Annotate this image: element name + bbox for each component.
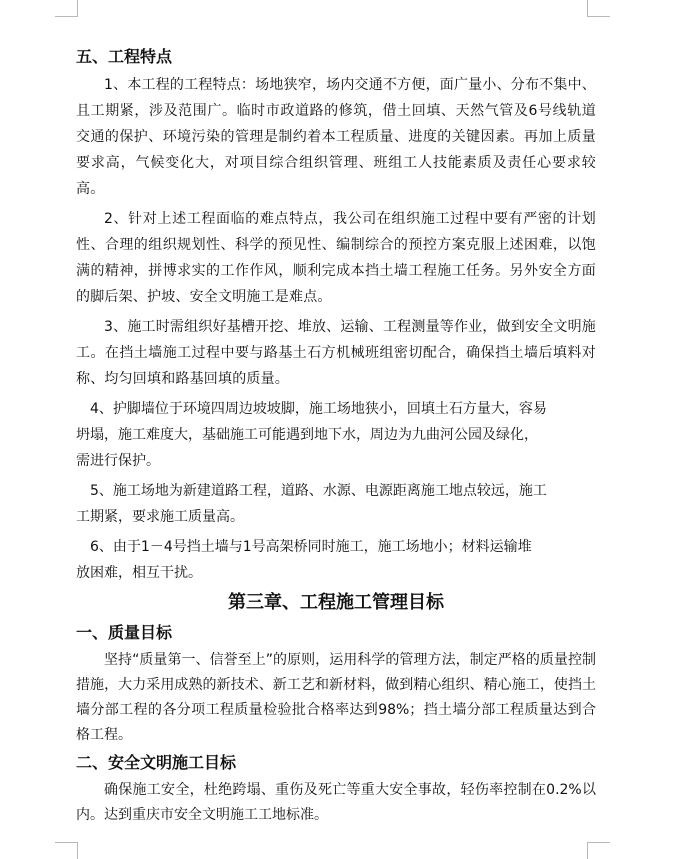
paragraph-line: 需进行保护。 bbox=[76, 453, 160, 469]
paragraph-line: 4、护脚墙位于环境四周边坡坡脚，施工场地狭小，回填土石方量大，容易 bbox=[90, 401, 547, 417]
paragraph-line: 放困难，相互干扰。 bbox=[76, 565, 202, 581]
section-heading-project-features: 五、工程特点 bbox=[76, 47, 173, 66]
paragraph-feature-5 bbox=[76, 478, 596, 530]
page-corner-mark-top-right bbox=[587, 0, 610, 17]
page-corner-mark-bottom-left bbox=[55, 842, 78, 859]
page-corner-mark-bottom-right bbox=[587, 842, 610, 859]
page-corner-mark-top-left bbox=[55, 0, 78, 17]
paragraph-line: 坍塌，施工难度大，基础施工可能遇到地下水，周边为九曲河公园及绿化， bbox=[76, 427, 538, 443]
paragraph-quality-target: 坚持“质量第一、信誉至上”的原则，运用科学的管理方法，制定严格的质量控制措施，大力采用成熟的新技术、新工艺和新材料，做到精心组织、精心施工，使挡土墙分部工程的各分项工程质量检验批合格率达到98%；挡土墙分部工程质量达到合格工程。 bbox=[76, 652, 596, 743]
section-heading-quality-target: 一、质量目标 bbox=[76, 623, 173, 642]
paragraph-safety-target: 确保施工安全，杜绝跨塌、重伤及死亡等重大安全事故，轻伤率控制在0.2%以内。达到重庆市安全文明施工工地标准。 bbox=[76, 782, 596, 823]
paragraph-feature-3: 3、施工时需组织好基槽开挖、堆放、运输、工程测量等作业，做到安全文明施工。在挡土墙施工过程中要与路基土石方机械班组密切配合，确保挡土墙后填料对称、均匀回填和路基回填的质量。 bbox=[76, 319, 596, 387]
paragraph-feature-6 bbox=[76, 534, 596, 586]
chapter-title: 第三章、工程施工管理目标 bbox=[228, 592, 444, 613]
paragraph-feature-4 bbox=[76, 396, 596, 474]
document-page bbox=[76, 44, 596, 830]
paragraph-line: 6、由于1－4号挡土墙与1号高架桥同时施工，施工场地小；材料运输堆 bbox=[90, 539, 532, 555]
paragraph-line: 工期紧，要求施工质量高。 bbox=[76, 509, 244, 525]
paragraph-line: 5、施工场地为新建道路工程，道路、水源、电源距离施工地点较远，施工 bbox=[90, 483, 547, 499]
paragraph-feature-1: 1、本工程的工程特点：场地狭窄，场内交通不方便，面广量小、分布不集中、且工期紧，涉及范围广。临时市政道路的修筑，借土回填、天然气管及6号线轨道交通的保护、环境污染的管理是制约着本工程质量、进度的关键因素。再加上质量要求高，气候变化大，对项目综合组织管理、班组工人技能素质及责任心要求较高。 bbox=[76, 77, 596, 197]
paragraph-feature-2: 2、针对上述工程面临的难点特点，我公司在组织施工过程中要有严密的计划性、合理的组织规划性、科学的预见性、编制综合的预控方案克服上述困难，以饱满的精神，拼博求实的工作作风，顺利完成本挡土墙工程施工任务。另外安全方面的脚后架、护坡、安全文明施工是难点。 bbox=[76, 211, 596, 305]
section-heading-safety-target: 二、安全文明施工目标 bbox=[76, 753, 237, 772]
